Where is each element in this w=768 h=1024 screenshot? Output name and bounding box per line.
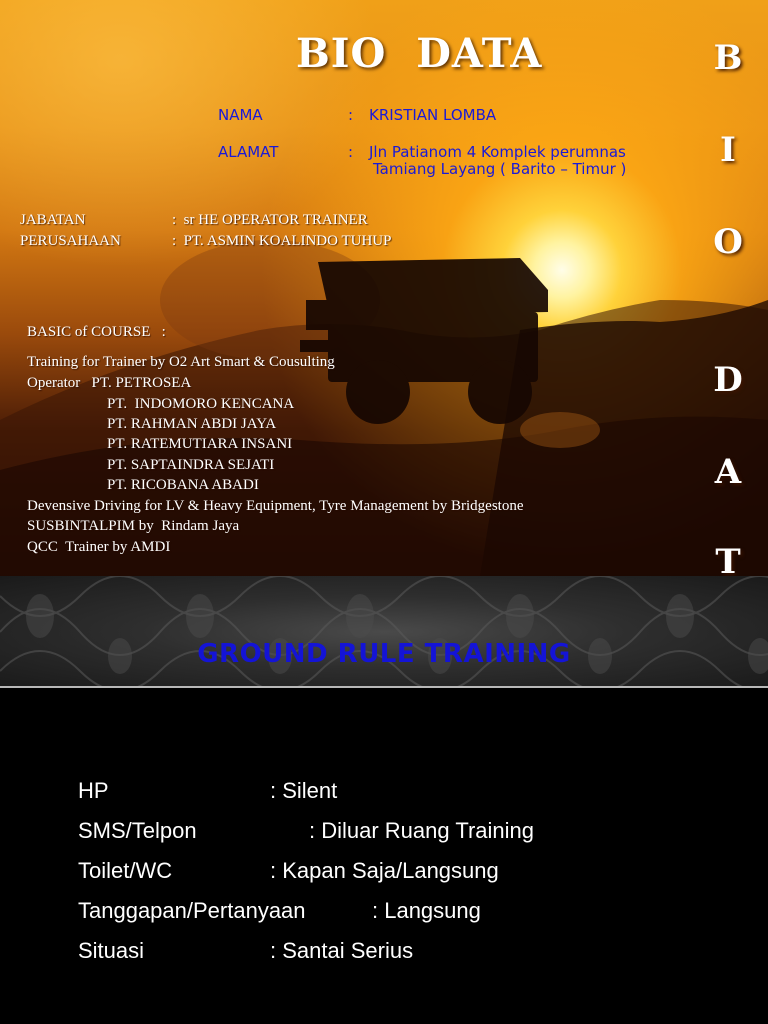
rule-label: Toilet/WC <box>78 858 173 883</box>
course-item: Training for Trainer by O2 Art Smart & Cousulting <box>27 354 335 370</box>
basic-course-heading: BASIC of COURSE : <box>27 324 166 340</box>
course-item: QCC Trainer by AMDI <box>27 539 171 555</box>
jabatan-value: : sr HE OPERATOR TRAINER <box>172 212 368 228</box>
rule-label: Tanggapan/Pertanyaan <box>78 898 306 923</box>
rule-value: : Diluar Ruang Training <box>309 818 535 843</box>
ground-rule-title: GROUND RULE TRAINING <box>197 639 571 669</box>
nama-label: NAMA <box>218 106 263 124</box>
banner-divider <box>0 686 768 688</box>
nama-colon: : <box>348 106 354 124</box>
course-item: PT. SAPTAINDRA SEJATI <box>107 457 275 473</box>
course-item: PT. RICOBANA ABADI <box>107 477 259 493</box>
ground-rule-slide <box>0 576 768 1024</box>
course-item: PT. RAHMAN ABDI JAYA <box>107 416 277 432</box>
perusahaan-label: PERUSAHAAN <box>20 233 121 249</box>
course-item: Operator PT. PETROSEA <box>27 375 192 391</box>
alamat-label: ALAMAT <box>218 143 279 161</box>
rule-label: SMS/Telpon <box>78 818 197 843</box>
rule-value: : Santai Serius <box>270 938 414 963</box>
rule-label: Situasi <box>78 938 145 963</box>
course-item: SUSBINTALPIM by Rindam Jaya <box>27 518 240 534</box>
vertical-title-letter: T <box>715 542 741 576</box>
alamat-colon: : <box>348 143 354 161</box>
rule-label: HP <box>78 778 109 803</box>
course-item: PT. RATEMUTIARA INSANI <box>107 436 293 452</box>
course-item: PT. INDOMORO KENCANA <box>107 396 295 412</box>
vertical-title-letter: A <box>714 452 742 492</box>
rule-value: : Kapan Saja/Langsung <box>270 858 499 883</box>
bio-data-title: BIO DATA <box>296 30 543 77</box>
course-item: Devensive Driving for LV & Heavy Equipment, Tyre Management by Bridgestone <box>27 498 524 514</box>
alamat-value-line2: Tamiang Layang ( Barito – Timur ) <box>373 160 627 178</box>
nama-value: KRISTIAN LOMBA <box>369 106 497 124</box>
alamat-value-line1: Jln Patianom 4 Komplek perumnas <box>369 143 626 161</box>
jabatan-label: JABATAN <box>20 212 86 228</box>
vertical-title-letter: O <box>713 222 743 262</box>
vertical-title-letter: D <box>713 360 743 400</box>
rule-value: : Silent <box>270 778 338 803</box>
rule-value: : Langsung <box>372 898 481 923</box>
vertical-title-letter: I <box>720 130 736 170</box>
perusahaan-value: : PT. ASMIN KOALINDO TUHUP <box>172 233 392 249</box>
vertical-title-letter: B <box>713 38 743 78</box>
damask-pattern-decoration <box>0 576 768 688</box>
damask-banner <box>0 576 768 688</box>
